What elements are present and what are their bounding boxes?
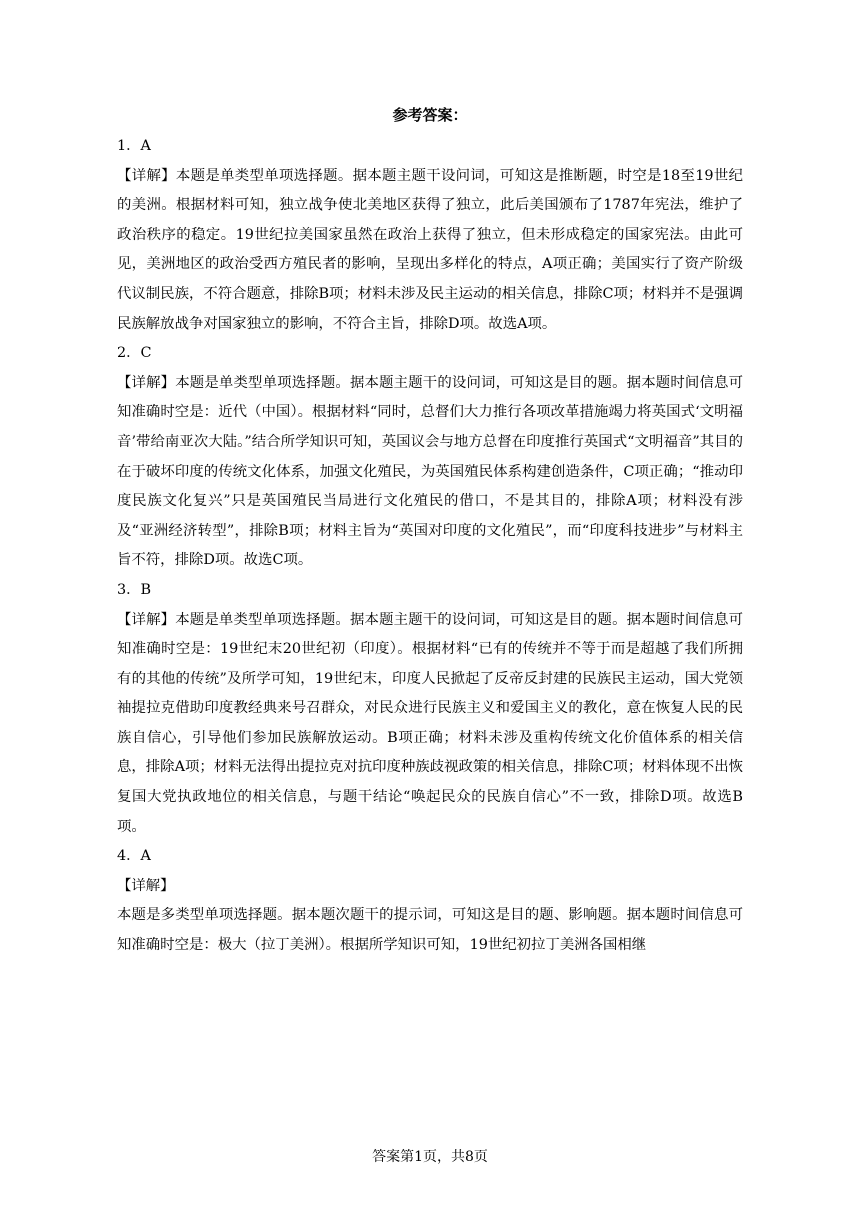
answer-number: 1．A <box>117 138 151 154</box>
detail-text: 本题是单类型单项选择题。据本题主题干的设问词，可知这是目的题。据本题时间信息可知准确时空是：19世纪末20世纪初（印度）。根据材料“已有的传统并不等于而是超越了我们所拥有的其他的传统”及所学可知，19世纪末，印度人民掀起了反帝反封建的民族民主运动，国大党领袖提拉克借助印度教经典来号召群众，对民众进行民族主义和爱国主义的教化，意在恢复人民的民族自信心，引导他们参加民族解放运动。B项正确；材料未涉及重构传统文化价值体系的相关信息，排除A项；材料无法得出提拉克对抗印度种族歧视政策的相关信息，排除C项；材料体现不出恢复国大党执政地位的相关信息，与题干结论“唤起民众的民族自信心”不一致，排除D项。故选B项。 <box>117 611 743 835</box>
page-footer: 答案第1页，共8页 <box>372 1149 488 1165</box>
answer-number: 4．A <box>117 848 151 865</box>
answer-content <box>117 132 743 961</box>
page-title: 参考答案： <box>392 106 468 124</box>
answer-number: 3．B <box>117 581 152 598</box>
answer-number: 2．C <box>117 345 152 362</box>
detail-text: 本题是单类型单项选择题。据本题主题干的设问词，可知这是目的题。据本题时间信息可知准确时空是：近代（中国）。根据材料“同时，总督们大力推行各项改革措施竭力将英国式‘文明福音’带给南亚次大陆。”结合所学知识可知，英国议会与地方总督在印度推行英国式“文明福音”其目的在于破坏印度的传统文化体系，加强文化殖民，为英国殖民体系构建创造条件，C项正确；“推动印度民族文化复兴”只是英国殖民当局进行文化殖民的借口，不是其目的，排除A项；材料没有涉及“亚洲经济转型”，排除B项；材料主旨为“英国对印度的文化殖民”，而“印度科技进步”与材料主旨不符，排除D项。故选C项。 <box>117 374 743 569</box>
detail-tag: 【详解】 <box>117 877 175 894</box>
detail-text: 本题是多类型单项选择题。据本题次题干的提示词，可知这是目的题、影响题。据本题时间信息可知准确时空是：极大（拉丁美洲）。根据所学知识可知，19世纪初拉丁美洲各国相继 <box>117 907 743 954</box>
answer-detail <box>117 606 743 843</box>
detail-tag: 【详解】 <box>117 374 176 391</box>
detail-tag: 【详解】 <box>117 611 176 628</box>
detail-text: 本题是单类型单项选择题。据本题主题干设问词，可知这是推断题，时空是18至19世纪的美洲。根据材料可知，独立战争使北美地区获得了独立，此后美国颁布了1787年宪法，维护了政治秩序的稳定。19世纪拉美国家虽然在政治上获得了独立，但未形成稳定的国家宪法。由此可见，美洲地区的政治受西方殖民者的影响，呈现出多样化的特点，A项正确；美国实行了资产阶级代议制民族，不符合题意，排除B项；材料未涉及民主运动的相关信息，排除C项；材料并不是强调民族解放战争对国家独立的影响，不符合主旨，排除D项。故选A项。 <box>117 167 743 332</box>
answer-detail <box>117 369 743 576</box>
answer-detail <box>117 901 743 960</box>
detail-tag: 【详解】 <box>117 167 176 184</box>
answer-detail-tag-line <box>117 872 743 902</box>
answer-detail <box>117 162 743 340</box>
